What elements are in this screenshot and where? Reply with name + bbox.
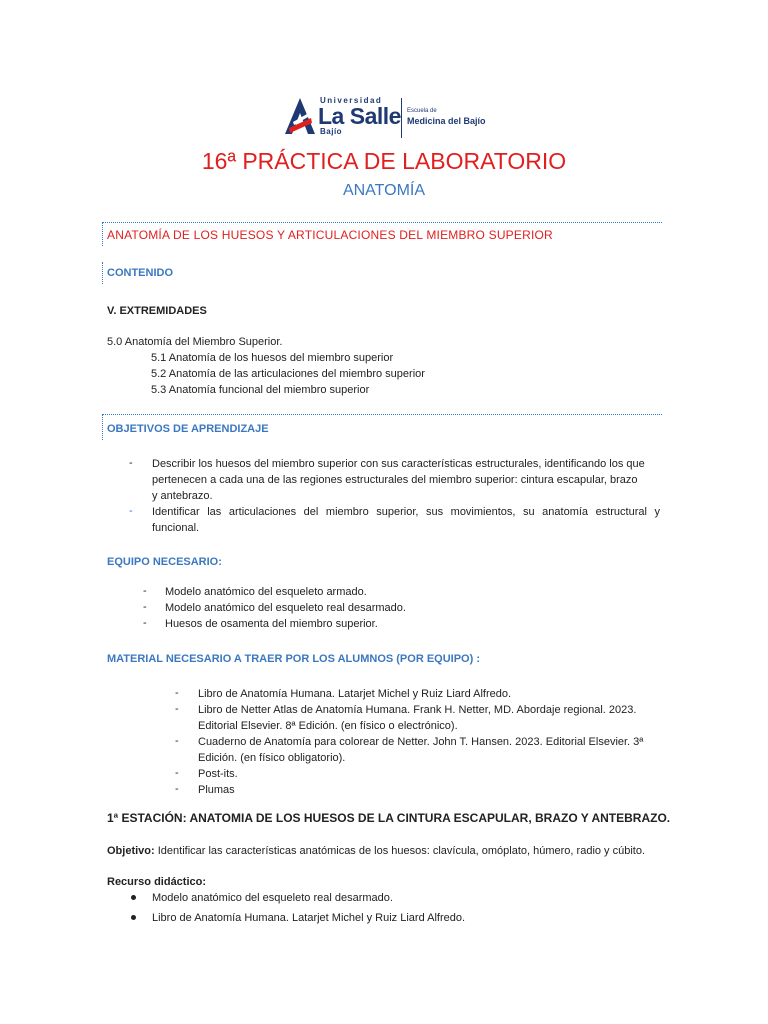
objetivo-line: Describir los huesos del miembro superior con sus características estructurales, identificando los que	[152, 458, 645, 470]
equipo-item: Modelo anatómico del esqueleto real desarmado.	[165, 602, 406, 614]
logo-divider	[401, 98, 402, 138]
equipo-item: Huesos de osamenta del miembro superior.	[165, 618, 378, 630]
lasalle-emblem-icon	[283, 96, 317, 136]
material-item: Cuaderno de Anatomía para colorear de Netter. John T. Hansen. 2023. Editorial Elsevier. 3ª	[198, 736, 644, 748]
section-title: ANATOMÍA DE LOS HUESOS Y ARTICULACIONES DEL MIEMBRO SUPERIOR	[107, 228, 553, 242]
equipo-heading: EQUIPO NECESARIO:	[107, 556, 222, 568]
objetivo-line	[107, 843, 645, 859]
objetivos-top-border	[102, 414, 662, 415]
logo-medicina: Medicina del Bajío	[407, 116, 486, 126]
logo-escuela: Escuela de	[407, 108, 437, 114]
objetivo-line: funcional.	[152, 522, 200, 534]
dash-marker: -	[175, 687, 179, 699]
contenido-main: 5.0 Anatomía del Miembro Superior.	[107, 336, 283, 348]
logo-campus: Bajío	[320, 127, 343, 136]
material-item: Post-its.	[198, 768, 238, 780]
material-item: Libro de Netter Atlas de Anatomía Humana. Frank H. Netter, MD. Abordaje regional. 2023.	[198, 704, 637, 716]
estacion-title: 1ª ESTACIÓN: ANATOMIA DE LOS HUESOS DE LA CINTURA ESCAPULAR, BRAZO Y ANTEBRAZO.	[107, 811, 671, 825]
material-item: Libro de Anatomía Humana. Latarjet Michel y Ruiz Liard Alfredo.	[198, 688, 512, 700]
dash-marker: -	[143, 601, 147, 613]
contenido-item: 5.3 Anatomía funcional del miembro superior	[151, 384, 370, 396]
objetivo-line: y antebrazo.	[152, 490, 213, 502]
bullet-icon	[131, 915, 136, 920]
contenido-heading: CONTENIDO	[107, 267, 173, 279]
page-subtitle: ANATOMÍA	[342, 182, 426, 199]
dash-marker: -	[175, 735, 179, 747]
recurso-item: Modelo anatómico del esqueleto real desarmado.	[152, 892, 393, 904]
objetivos-heading: OBJETIVOS DE APRENDIZAJE	[107, 423, 269, 435]
dash-marker: -	[143, 585, 147, 597]
logo-name: La Salle	[318, 103, 401, 129]
contenido-item: 5.2 Anatomía de las articulaciones del miembro superior	[151, 368, 425, 380]
page-title: 16ª PRÁCTICA DE LABORATORIO	[201, 148, 567, 174]
dash-marker: -	[129, 457, 133, 469]
dash-marker: -	[129, 505, 133, 517]
dash-marker: -	[175, 703, 179, 715]
logo-universidad: Universidad	[320, 96, 383, 105]
objetivo-label: Objetivo:	[107, 845, 155, 857]
recurso-label: Recurso didáctico:	[107, 876, 207, 888]
objetivo-item	[152, 504, 660, 536]
objetivo-line: pertenecen a cada una de las regiones estructurales del miembro superior: cintura escapular, brazo	[152, 474, 638, 486]
material-item: Plumas	[198, 784, 235, 796]
bullet-icon	[131, 895, 136, 900]
objetivo-text: Identificar las características anatómicas de los huesos: clavícula, omóplato, húmero, radio y cúbito.	[154, 845, 646, 857]
university-logo	[283, 96, 523, 140]
section-top-border	[102, 222, 662, 223]
objetivos-left-border	[102, 414, 103, 440]
section-left-border	[102, 222, 103, 246]
objetivo-line: Identificar las articulaciones del miembro superior, sus movimientos, su anatomía estructural y	[152, 506, 660, 518]
contenido-left-border	[102, 262, 103, 284]
dash-marker: -	[175, 783, 179, 795]
dash-marker: -	[175, 767, 179, 779]
contenido-item: 5.1 Anatomía de los huesos del miembro superior	[151, 352, 394, 364]
dash-marker: -	[143, 617, 147, 629]
recurso-item: Libro de Anatomía Humana. Latarjet Michel y Ruiz Liard Alfredo.	[152, 912, 466, 924]
objetivo-item	[152, 456, 660, 504]
equipo-item: Modelo anatómico del esqueleto armado.	[165, 586, 367, 598]
material-heading: MATERIAL NECESARIO A TRAER POR LOS ALUMNOS (POR EQUIPO) :	[107, 653, 480, 665]
material-item-continued: Editorial Elsevier. 8ª Edición. (en físico o electrónico).	[198, 720, 458, 732]
unit-heading: V. EXTREMIDADES	[107, 305, 207, 317]
material-item-continued: Edición. (en físico obligatorio).	[198, 752, 346, 764]
